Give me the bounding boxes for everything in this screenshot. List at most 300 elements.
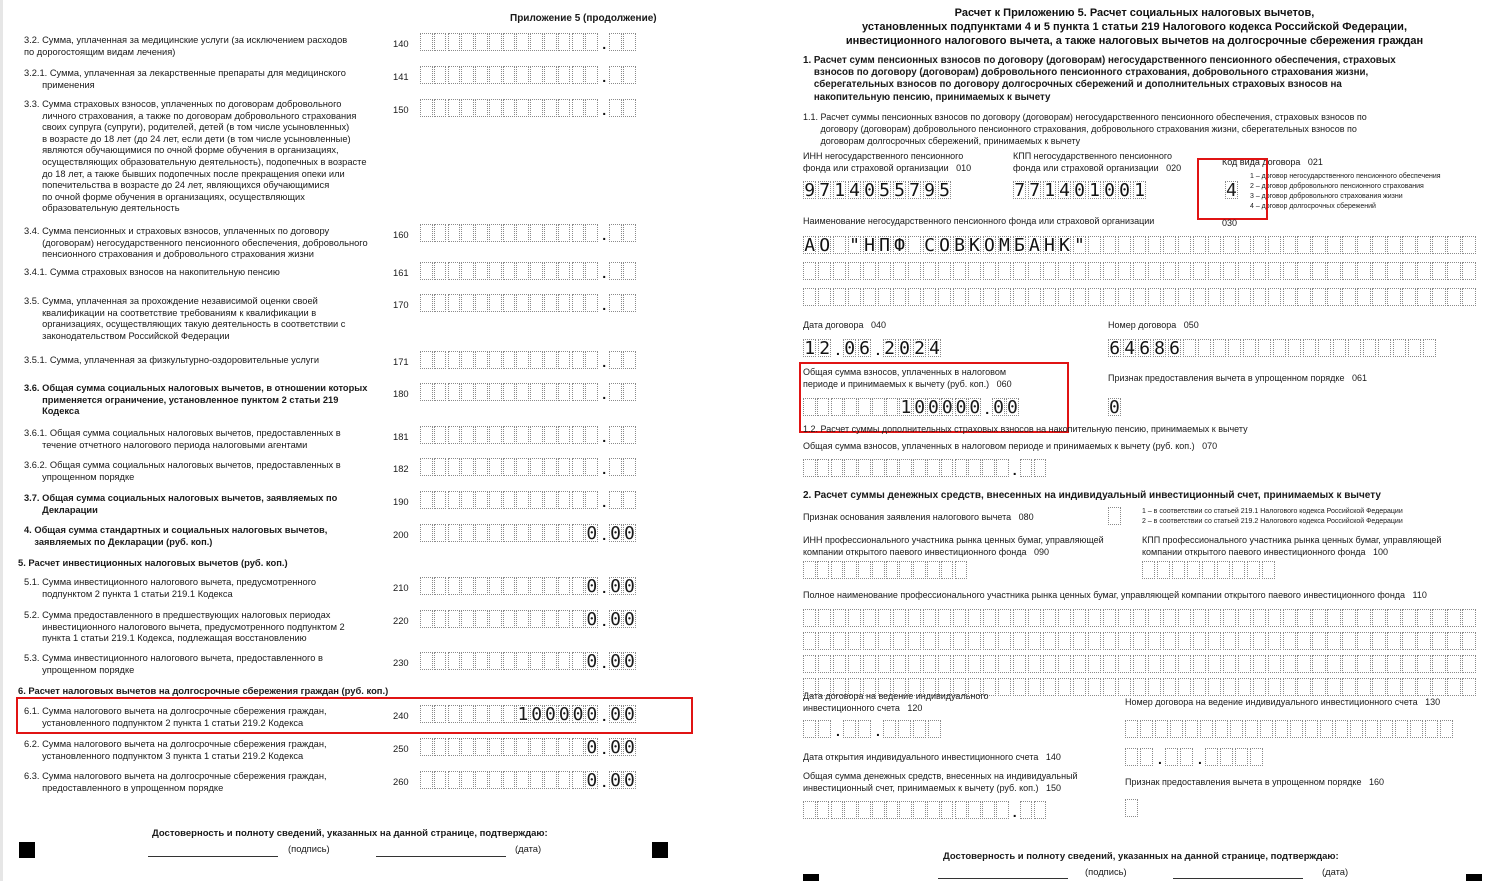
- field-190-rub-cell: [558, 491, 571, 509]
- iis-open-cell: [1235, 748, 1248, 766]
- field-190-rub-cell: [530, 491, 543, 509]
- row-label-240: 6.1. Сумма налогового вычета на долгосрочные сбережения граждан, установленного подпунктом 2 пункта 1 статьи 219.2 Кодекса: [24, 706, 327, 728]
- field-140[interactable]: [420, 33, 637, 51]
- fullname-field-line-1-cell: [1013, 609, 1026, 627]
- name-field-line-3-cell: [1238, 288, 1251, 306]
- inn-field-cell: 7: [819, 180, 831, 201]
- field-171-rub-cell: [489, 351, 502, 369]
- name-field-line-1-cell: К: [969, 235, 980, 256]
- field-182-rub-cell: [503, 458, 516, 476]
- name-field-line-1-cell: [1387, 236, 1400, 254]
- name-field-line-1-cell: Б: [1014, 235, 1025, 256]
- s12-field-kop-cell: [1034, 459, 1047, 477]
- field-180-rub-cell: [461, 383, 474, 401]
- row-label-182: 3.6.2. Общая сумма социальных налоговых вычетов, предоставленных в упрощенном порядке: [24, 460, 341, 482]
- num-field-cell: [1183, 339, 1196, 357]
- fullname-field-line-4-cell: [1297, 678, 1310, 696]
- iis-num-field-cell: [1170, 720, 1183, 738]
- name-field-line-3-cell: [1148, 288, 1161, 306]
- fullname-field-line-2-cell: [1043, 632, 1056, 650]
- simpl-field[interactable]: [1108, 398, 1122, 416]
- fullname-field-line-3-cell: [1432, 655, 1445, 673]
- fullname-field-line-3-cell: [1283, 655, 1296, 673]
- field-220-rub-cell: [434, 610, 447, 628]
- basis-field[interactable]: [1108, 507, 1122, 525]
- field-181-rub-cell: [434, 426, 447, 444]
- field-141-rub-cell: [434, 66, 447, 84]
- inn-field-cell: 9: [804, 180, 816, 201]
- field-180-rub-cell: [489, 383, 502, 401]
- field-181[interactable]: [420, 426, 637, 444]
- fullname-field-line-4-cell: [1387, 678, 1400, 696]
- s12-field-rub-cell: [803, 459, 816, 477]
- fullname-field-line-3-cell: [1103, 655, 1116, 673]
- field-200-rub-cell: [420, 524, 433, 542]
- field-240-kop-cell: 0: [610, 704, 621, 725]
- fullname-field-line-4-cell: [1312, 678, 1325, 696]
- name-field-line-2-cell: [1268, 262, 1281, 280]
- date-cell: 2: [819, 338, 831, 359]
- fullname-field-line-2-cell: [1193, 632, 1206, 650]
- field-150-rub-cell: [475, 99, 488, 117]
- fullname-field-line-2-cell: [1327, 632, 1340, 650]
- name-field-line-1-cell: К: [1058, 235, 1070, 256]
- iis-open-cell: [1250, 748, 1263, 766]
- fullname-field-line-1-cell: [1133, 609, 1146, 627]
- name-field-line-2-cell: [1133, 262, 1146, 280]
- name-field-line-3-cell: [1402, 288, 1415, 306]
- field-170-rub-cell: [558, 294, 571, 312]
- iis-num-field-cell: [1380, 720, 1393, 738]
- field-181-rub-cell: [503, 426, 516, 444]
- field-240-rub-cell: 0: [572, 704, 584, 725]
- kpp-field-cell: 0: [1119, 180, 1130, 201]
- fullname-field-line-3-cell: [1073, 655, 1086, 673]
- fullname-field-line-4-cell: [1223, 678, 1236, 696]
- field-220[interactable]: [420, 610, 637, 628]
- fullname-field-line-1-cell: [1148, 609, 1161, 627]
- kpp2-field[interactable]: [1142, 561, 1277, 579]
- name-field-line-1-cell: Ф: [894, 235, 905, 256]
- fullname-field-line-1-cell: [1028, 609, 1041, 627]
- row-code-141: 141: [393, 71, 409, 82]
- name-field-line-2-cell: [1148, 262, 1161, 280]
- field-250[interactable]: [420, 738, 637, 756]
- field-140-rub-cell: [572, 33, 585, 51]
- field-161-rub-cell: [530, 262, 543, 280]
- field-230-rub-cell: [448, 652, 461, 670]
- fullname-field-line-3-cell: [1013, 655, 1026, 673]
- row-label-160: 3.4. Сумма пенсионных и страховых взносов, уплаченных по договору (договорам) негосударственного пенсионного обеспечения, добровольного пенсионного страхования и добровольного страхования жизни: [24, 226, 368, 260]
- name-field-line-1-cell: [1148, 236, 1161, 254]
- fullname-field-line-1-cell: [938, 609, 951, 627]
- iis-date-dot: .: [836, 723, 840, 739]
- name-field-line-1-cell: [1088, 236, 1101, 254]
- s12-field-rub-cell: [968, 459, 981, 477]
- fullname-field-line-1-cell: [848, 609, 861, 627]
- fullname-field-line-4-cell: [1133, 678, 1146, 696]
- field-250-rub-cell: [434, 738, 447, 756]
- fullname-field-line-2-cell: [1283, 632, 1296, 650]
- field-220-rub-cell: [475, 610, 488, 628]
- name-field-line-1-cell: ": [849, 235, 861, 256]
- field-200-rub-cell: [572, 524, 585, 542]
- fullname-field-line-2-cell: [1268, 632, 1281, 650]
- iis-num-field-cell: [1155, 720, 1168, 738]
- fullname-field-line-3-cell: [938, 655, 951, 673]
- field-180-rub-cell: [530, 383, 543, 401]
- fullname-field-line-2-cell: [1028, 632, 1041, 650]
- basis-field-cell: [1108, 507, 1121, 525]
- field-260-rub-cell: [434, 771, 447, 789]
- name-field-line-2-cell: [998, 262, 1011, 280]
- name-field-line-1-cell: [1417, 236, 1430, 254]
- inn2-field-cell: [886, 561, 899, 579]
- iis-simpl-field-cell: [1125, 799, 1138, 817]
- iis-open-dot: .: [1197, 751, 1202, 767]
- field-150-rub-cell: [558, 99, 571, 117]
- iis-sum-field[interactable]: [803, 801, 1047, 819]
- field-140-rub-cell: [544, 33, 557, 51]
- field-161-rub-cell: [503, 262, 516, 280]
- num-field-cell: [1243, 339, 1256, 357]
- fullname-field-line-1-cell: [1193, 609, 1206, 627]
- inn2-field-cell: [927, 561, 940, 579]
- field-140-kop-cell: [623, 33, 636, 51]
- field-230-rub-cell: [516, 652, 529, 670]
- field-230-rub-cell: [489, 652, 502, 670]
- row-label-140: 3.2. Сумма, уплаченная за медицинские услуги (за исключением расходов по дорогостоящим видам лечения): [24, 35, 348, 57]
- field-250-rub-cell: 0: [586, 737, 598, 758]
- fullname-field-line-3-cell: [968, 655, 981, 673]
- field-260-rub-cell: [461, 771, 474, 789]
- simpl-field-cell: 0: [1109, 397, 1120, 418]
- fullname-field-line-3-cell: [1148, 655, 1161, 673]
- field-260-kop-cell: 0: [610, 770, 621, 791]
- field-170-rub-cell: [503, 294, 516, 312]
- field-190-rub-cell: [544, 491, 557, 509]
- name-field-line-2-cell: [908, 262, 921, 280]
- fullname-field-line-1-cell: [1058, 609, 1071, 627]
- name-field-line-1-cell: Н: [864, 235, 875, 256]
- row-label-210: 5.1. Сумма инвестиционного налогового вычета, предусмотренного подпунктом 2 пункта 1 статьи 219.1 Кодекса: [24, 577, 317, 599]
- field-240-rub-cell: 0: [558, 704, 570, 725]
- kpp-field[interactable]: [1013, 181, 1148, 199]
- field-150-kop-cell: [623, 99, 636, 117]
- name-field-line-1[interactable]: [803, 236, 1477, 254]
- field-240-kop-cell: 0: [623, 704, 635, 725]
- field-230-rub-cell: [434, 652, 447, 670]
- fullname-field-line-2-cell: [908, 632, 921, 650]
- field-141-kop-cell: [623, 66, 636, 84]
- field-230-rub-cell: [530, 652, 543, 670]
- name-field-line-3-cell: [893, 288, 906, 306]
- field-250-rub-cell: [475, 738, 488, 756]
- sum-field-kop-cell: 0: [993, 397, 1004, 418]
- name-field-line-1-cell: О: [984, 235, 995, 256]
- field-150[interactable]: [420, 99, 637, 117]
- fullname-field-line-2-cell: [1253, 632, 1266, 650]
- name-field-line-2-cell: [1178, 262, 1191, 280]
- field-182-dot: .: [602, 461, 607, 477]
- name-field-line-1-cell: [1223, 236, 1236, 254]
- field-200-rub-cell: [434, 524, 447, 542]
- iis-date-cell: [898, 720, 911, 738]
- name-field-line-3-cell: [1297, 288, 1310, 306]
- iis-num-field-cell: [1365, 720, 1378, 738]
- field-250-kop-cell: 0: [610, 737, 621, 758]
- kpp-field-cell: 1: [1134, 180, 1145, 201]
- num-field-cell: [1378, 339, 1391, 357]
- field-171-rub-cell: [434, 351, 447, 369]
- iis-date-cell: [818, 720, 831, 738]
- iis-date-cell: [843, 720, 856, 738]
- field-150-rub-cell: [503, 99, 516, 117]
- date-label: Дата договора 040: [803, 320, 886, 330]
- name-field-line-1-cell: [908, 236, 921, 254]
- iis-num-field[interactable]: [1125, 720, 1455, 738]
- field-230[interactable]: [420, 652, 637, 670]
- inn-field-cell: 5: [894, 180, 905, 201]
- field-161-rub-cell: [461, 262, 474, 280]
- name-field-line-2-cell: [1118, 262, 1131, 280]
- field-170[interactable]: [420, 294, 637, 312]
- name-field-line-2-cell: [803, 262, 816, 280]
- fullname-field-line-3-cell: [1268, 655, 1281, 673]
- field-200-rub-cell: [475, 524, 488, 542]
- iis-num-field-cell: [1395, 720, 1408, 738]
- inn2-field-cell: [803, 561, 816, 579]
- fullname-field-line-4-cell: [1447, 678, 1460, 696]
- name-field-line-1-cell: [1193, 236, 1206, 254]
- s12-field-rub-cell: [844, 459, 857, 477]
- fullname-field-line-3-cell: [833, 655, 846, 673]
- name-field-line-1-cell: О: [939, 235, 950, 256]
- fullname-field-line-1-cell: [1253, 609, 1266, 627]
- fullname-field-line-1[interactable]: [803, 609, 1477, 627]
- row-label-260: 6.3. Сумма налогового вычета на долгосрочные сбережения граждан, предоставленного в упрощенном порядке: [24, 771, 327, 793]
- fullname-field-line-2-cell: [1118, 632, 1131, 650]
- field-171[interactable]: [420, 351, 637, 369]
- fullname-field-line-4-cell: [1208, 678, 1221, 696]
- fullname-field-line-4-cell: [1417, 678, 1430, 696]
- field-171-rub-cell: [585, 351, 598, 369]
- fullname-field-line-2-cell: [818, 632, 831, 650]
- row-label-170: 3.5. Сумма, уплаченная за прохождение независимой оценки своей квалификации на соответствие требованиям к квалификации в организациях, осуществляющих такую деятельность в соответствии с законодательством Российской Федерации: [24, 296, 346, 341]
- field-250-rub-cell: [489, 738, 502, 756]
- field-180-rub-cell: [503, 383, 516, 401]
- field-210-rub-cell: [558, 577, 571, 595]
- field-260[interactable]: [420, 771, 637, 789]
- field-200-rub-cell: 0: [586, 523, 598, 544]
- iis-num-field-cell: [1290, 720, 1303, 738]
- row-code-200: 200: [393, 529, 409, 540]
- field-181-rub-cell: [448, 426, 461, 444]
- field-150-kop-cell: [609, 99, 622, 117]
- row-code-171: 171: [393, 356, 409, 367]
- s12-field[interactable]: [803, 459, 1047, 477]
- num-field-cell: 6: [1109, 338, 1121, 359]
- iis-sum-field-rub-cell: [886, 801, 899, 819]
- fullname-field-line-4-cell: [1058, 678, 1071, 696]
- iis-num-field-cell: [1410, 720, 1423, 738]
- iis-sum-field-kop-cell: [1020, 801, 1033, 819]
- sign-caption: (подпись): [288, 843, 330, 854]
- field-182-rub-cell: [461, 458, 474, 476]
- field-210[interactable]: [420, 577, 637, 595]
- date-cell: 4: [929, 338, 940, 359]
- field-220-rub-cell: [420, 610, 433, 628]
- field-240-dot: .: [602, 708, 607, 724]
- fullname-field-line-1-cell: [983, 609, 996, 627]
- name-field-line-1-cell: [1163, 236, 1176, 254]
- field-260-rub-cell: [475, 771, 488, 789]
- name-field-line-2-cell: [1028, 262, 1041, 280]
- name-field-line-3-cell: [1043, 288, 1056, 306]
- row-code-210: 210: [393, 582, 409, 593]
- name-field-line-2-cell: [968, 262, 981, 280]
- field-230-dot: .: [602, 655, 607, 671]
- iis-date-field[interactable]: [803, 720, 943, 738]
- field-190-rub-cell: [489, 491, 502, 509]
- name-field-line-2-cell: [1073, 262, 1086, 280]
- fullname-field-line-4-cell: [1402, 678, 1415, 696]
- field-200-kop-cell: 0: [623, 523, 635, 544]
- name-field-line-3-cell: [1163, 288, 1176, 306]
- fullname-field-line-3-cell: [863, 655, 876, 673]
- name-field-line-2-cell: [1058, 262, 1071, 280]
- field-230-kop-cell: 0: [610, 651, 621, 672]
- name-field-line-2-cell: [1447, 262, 1460, 280]
- num-field-cell: 6: [1169, 338, 1180, 359]
- field-250-dot: .: [602, 741, 607, 757]
- name-field-line-3-cell: [983, 288, 996, 306]
- iis-simpl-field[interactable]: [1125, 799, 1139, 817]
- date-cell: 1: [804, 338, 816, 359]
- name-field-line-3-cell: [1073, 288, 1086, 306]
- field-160[interactable]: [420, 224, 637, 242]
- fullname-field-line-2[interactable]: [803, 632, 1477, 650]
- field-182[interactable]: [420, 458, 637, 476]
- name-field-line-3[interactable]: [803, 288, 1477, 306]
- fullname-field-line-3-cell: [1133, 655, 1146, 673]
- field-250-rub-cell: [461, 738, 474, 756]
- iis-sum-field-rub-cell: [858, 801, 871, 819]
- field-260-rub-cell: [572, 771, 585, 789]
- field-150-rub-cell: [434, 99, 447, 117]
- inn-field[interactable]: [803, 181, 953, 199]
- kpp2-field-cell: [1157, 561, 1170, 579]
- field-182-rub-cell: [489, 458, 502, 476]
- name-field-line-2-cell: [1432, 262, 1445, 280]
- date-field[interactable]: [803, 339, 943, 357]
- field-170-rub-cell: [572, 294, 585, 312]
- fullname-field-line-1-cell: [1297, 609, 1310, 627]
- row-code-220: 220: [393, 615, 409, 626]
- name-field-line-3-cell: [1283, 288, 1296, 306]
- field-170-rub-cell: [461, 294, 474, 312]
- name-field-line-1-cell: [1372, 236, 1385, 254]
- field-171-rub-cell: [461, 351, 474, 369]
- field-180-rub-cell: [572, 383, 585, 401]
- kpp2-field-cell: [1217, 561, 1230, 579]
- fullname-field-line-1-cell: [1432, 609, 1445, 627]
- fullname-field-line-3-cell: [908, 655, 921, 673]
- field-230-rub-cell: [503, 652, 516, 670]
- field-160-rub-cell: [420, 224, 433, 242]
- inn2-field[interactable]: [803, 561, 968, 579]
- field-210-kop-cell: 0: [610, 576, 621, 597]
- field-180[interactable]: [420, 383, 637, 401]
- kpp2-field-cell: [1262, 561, 1275, 579]
- fullname-field-line-4-cell: [1327, 678, 1340, 696]
- field-170-rub-cell: [585, 294, 598, 312]
- iis-date-cell: [858, 720, 871, 738]
- field-140-rub-cell: [489, 33, 502, 51]
- field-141[interactable]: [420, 66, 637, 84]
- inn-field-cell: 7: [909, 180, 920, 201]
- fullname-field-line-4-cell: [1118, 678, 1131, 696]
- field-161-kop-cell: [609, 262, 622, 280]
- iis-open-field[interactable]: [1125, 748, 1265, 766]
- s12-field-rub-cell: [831, 459, 844, 477]
- field-190[interactable]: [420, 491, 637, 509]
- fullname-field-line-1-cell: [893, 609, 906, 627]
- num-field-cell: [1258, 339, 1271, 357]
- name-field-line-2[interactable]: [803, 262, 1477, 280]
- fullname-field-line-1-cell: [1208, 609, 1221, 627]
- field-161[interactable]: [420, 262, 637, 280]
- name-field-line-1-cell: [1327, 236, 1340, 254]
- fullname-field-line-3-cell: [1312, 655, 1325, 673]
- iis-num-field-cell: [1230, 720, 1243, 738]
- name-field-line-1-cell: [833, 236, 846, 254]
- field-180-dot: .: [602, 386, 607, 402]
- name-field-line-2-cell: [1208, 262, 1221, 280]
- num-field-cell: 4: [1124, 338, 1136, 359]
- iis-num-field-cell: [1275, 720, 1288, 738]
- s12-field-rub-cell: [913, 459, 926, 477]
- field-182-rub-cell: [558, 458, 571, 476]
- iis-sum-field-rub-cell: [941, 801, 954, 819]
- fullname-field-line-1-cell: [1238, 609, 1251, 627]
- iis-num-field-cell: [1200, 720, 1213, 738]
- num-field-cell: [1288, 339, 1301, 357]
- field-181-rub-cell: [572, 426, 585, 444]
- fullname-field-line-1-cell: [1283, 609, 1296, 627]
- num-field[interactable]: [1108, 339, 1438, 357]
- fullname-field-line-3[interactable]: [803, 655, 1477, 673]
- name-field-line-1-cell: [1402, 236, 1415, 254]
- iis-sum-field-dot: .: [1012, 804, 1017, 820]
- row-code-181: 181: [393, 431, 409, 442]
- field-160-rub-cell: [530, 224, 543, 242]
- field-141-rub-cell: [503, 66, 516, 84]
- sum-field-rub-cell: 0: [955, 397, 967, 418]
- kpp2-field-cell: [1247, 561, 1260, 579]
- fullname-field-line-3-cell: [1387, 655, 1400, 673]
- kpp2-field-cell: [1202, 561, 1215, 579]
- field-140-rub-cell: [516, 33, 529, 51]
- field-161-kop-cell: [623, 262, 636, 280]
- name-field-line-1-cell: С: [924, 235, 935, 256]
- name-field-line-3-cell: [1342, 288, 1355, 306]
- row-code-182: 182: [393, 463, 409, 474]
- field-171-rub-cell: [475, 351, 488, 369]
- field-181-kop-cell: [623, 426, 636, 444]
- field-200[interactable]: [420, 524, 637, 542]
- name-field-line-1-cell: [1342, 236, 1355, 254]
